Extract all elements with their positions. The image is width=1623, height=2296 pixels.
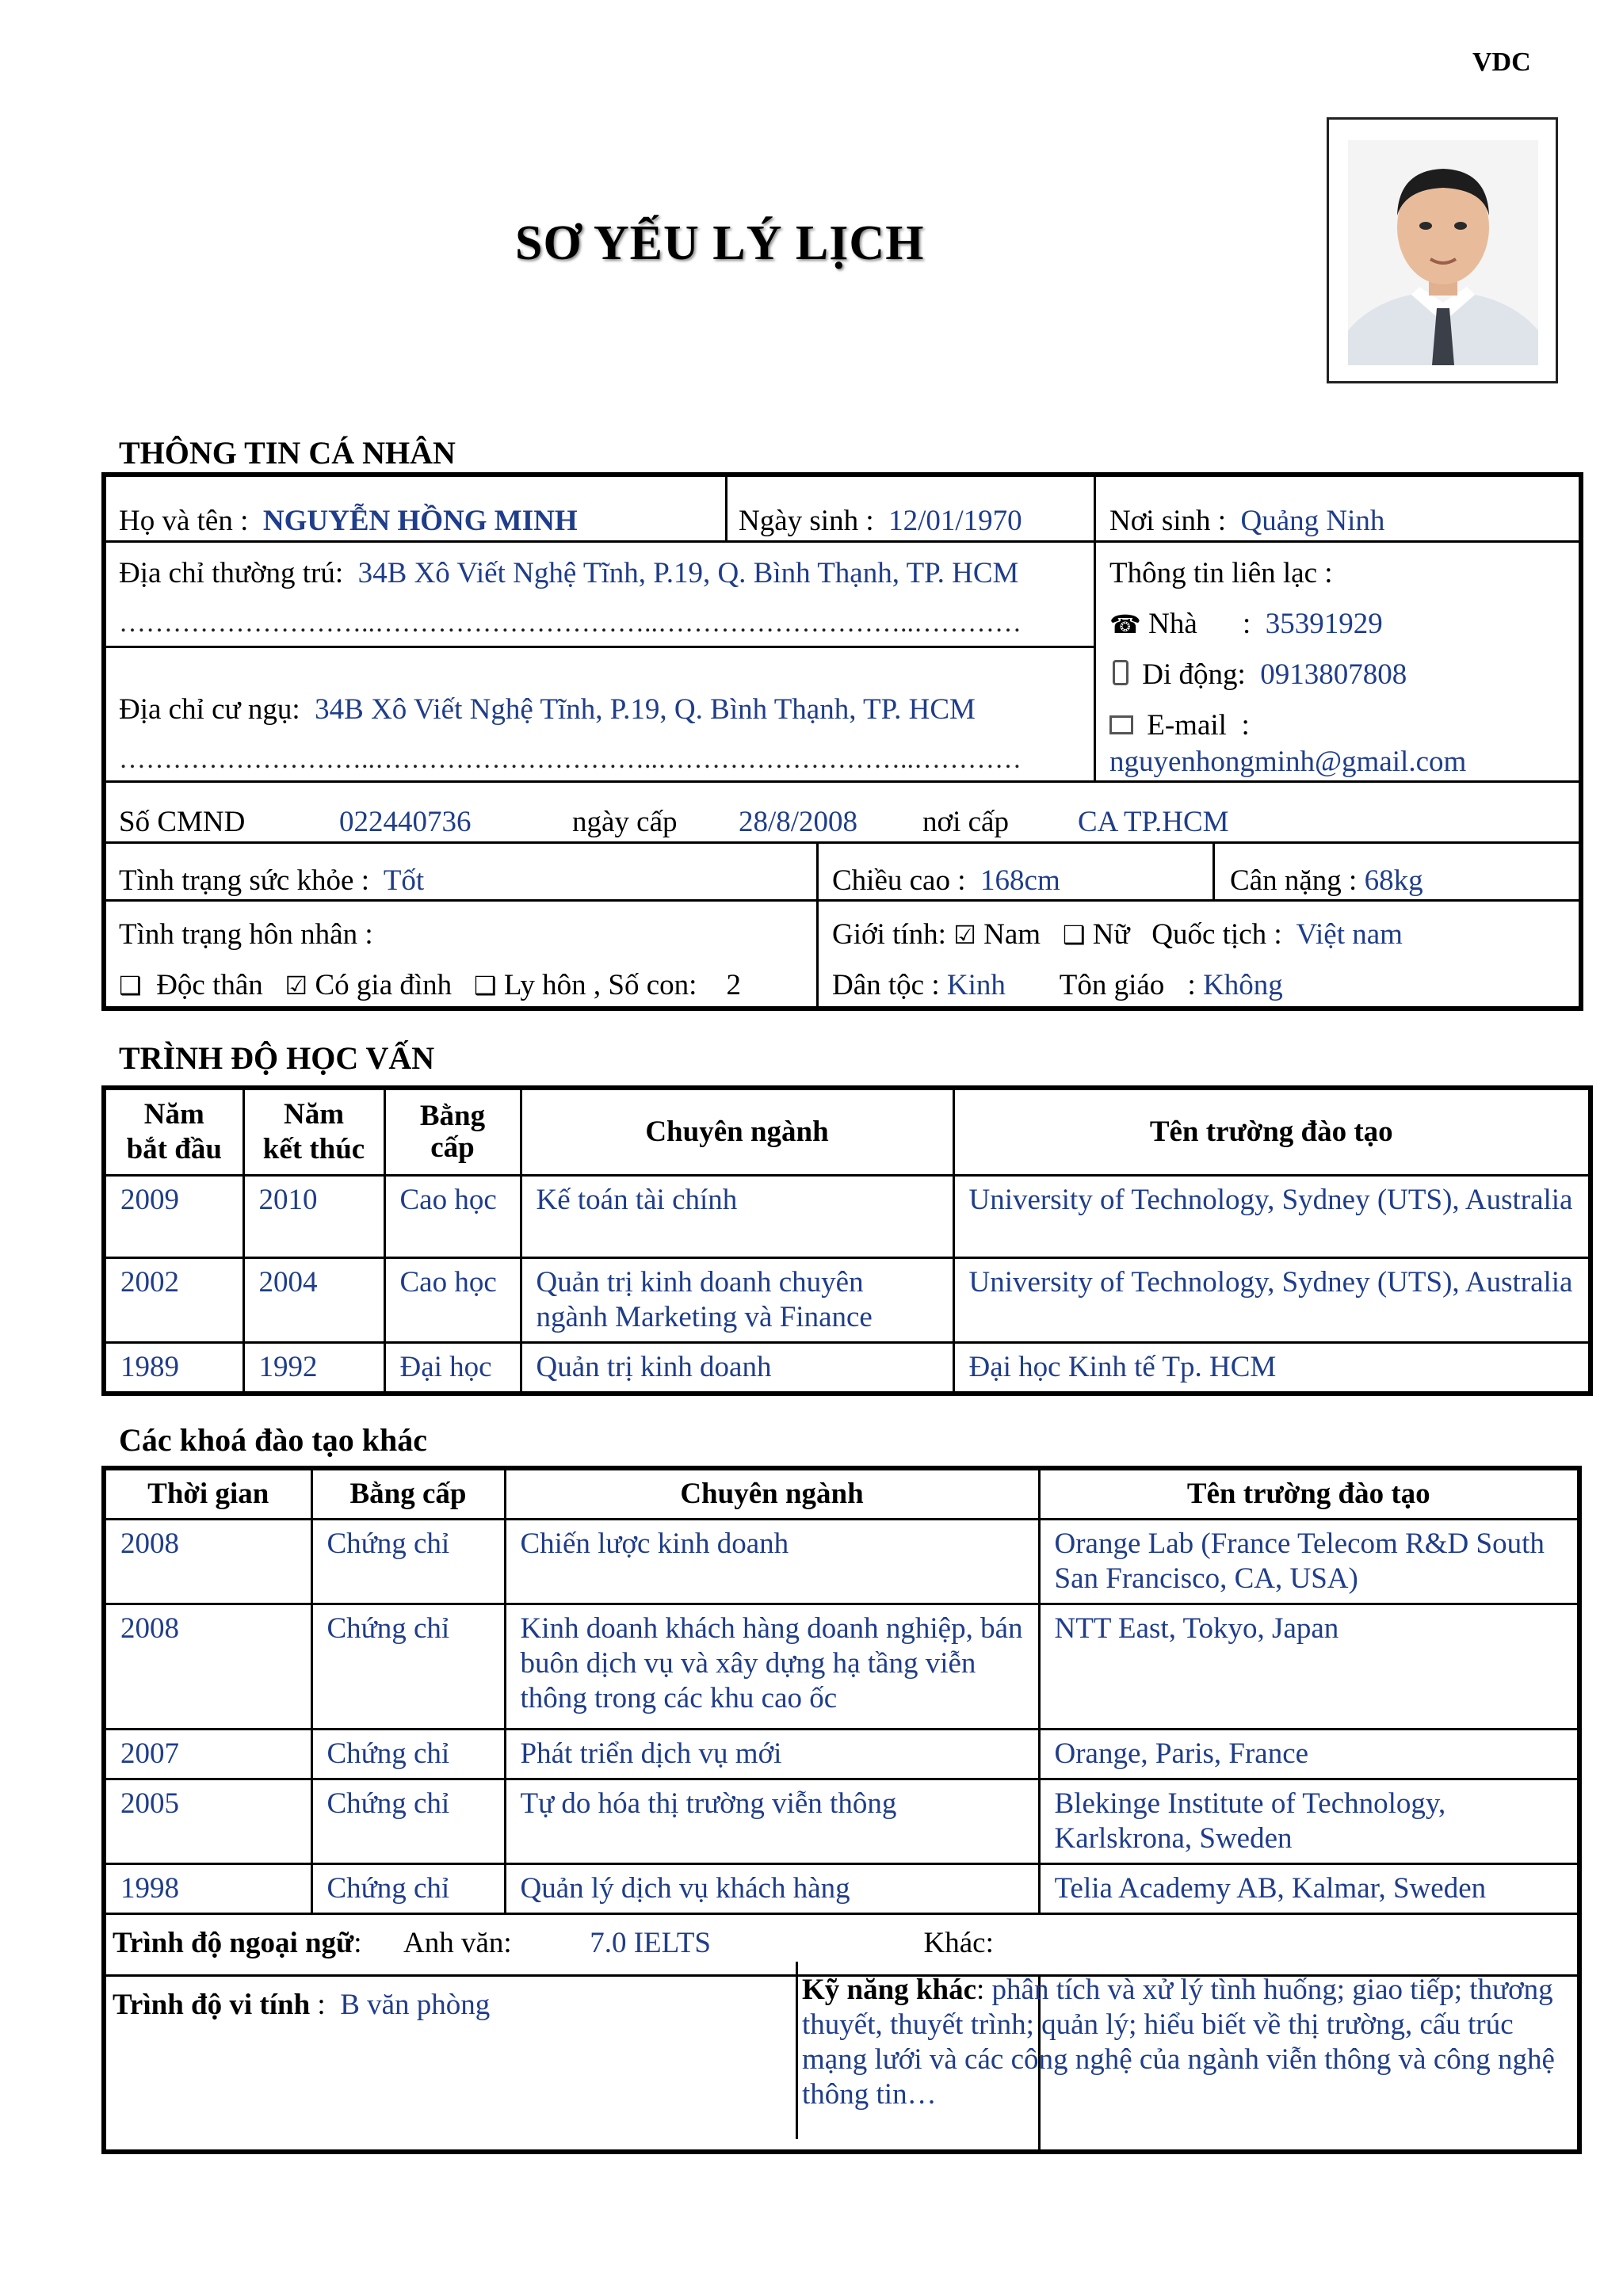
weight-field: Cân nặng : 68kg [1230,864,1423,897]
course-row: 2008 Chứng chỉ Chiến lược kinh doanh Orange Lab (France Telecom R&D South San Francisco, CA, USA) [104,1520,1579,1604]
personal-section-title: THÔNG TIN CÁ NHÂN [119,435,456,471]
email-address: nguyenhongminh@gmail.com [1109,746,1467,778]
header-start-year: Năm bắt đầu [104,1088,243,1175]
issue-date-label: ngày cấp [572,806,678,838]
checkbox-female: ❑ [1062,920,1086,950]
marital-options: ❑ Độc thân ☑ Có gia đình ❑ Ly hôn , Số con: 2 [119,969,741,1001]
current-address-field: Địa chỉ cư ngụ: 34B Xô Viết Nghệ Tĩnh, P.19, Q. Bình Thạnh, TP. HCM [119,693,976,726]
pob-field: Nơi sinh : Quảng Ninh [1109,505,1385,537]
permanent-address-field: Địa chỉ thường trú: 34B Xô Viết Nghệ Tĩnh, P.19, Q. Bình Thạnh, TP. HCM [119,557,1019,589]
language-row: Trình độ ngoại ngữ: Anh văn: 7.0 IELTS Khác: [104,1914,1579,1976]
education-table [101,1085,1593,1396]
contact-label: Thông tin liên lạc : [1109,557,1333,589]
health-field: Tình trạng sức khỏe : Tốt [119,864,425,897]
mobile-phone-icon [1113,660,1128,685]
course-row: 1998 Chứng chỉ Quản lý dịch vụ khách hàng Telia Academy AB, Kalmar, Sweden [104,1864,1579,1914]
header-time: Thời gian [104,1468,311,1520]
header-degree: Bằng cấp [311,1468,505,1520]
education-section-title: TRÌNH ĐỘ HỌC VẤN [119,1040,435,1076]
issue-place: CA TP.HCM [1078,806,1229,838]
permanent-address-dots: ………………………..…………………………..………………………..………… [119,608,1022,638]
header-school: Tên trường đào tạo [1039,1468,1579,1520]
header-major: Chuyên ngành [521,1088,953,1175]
ethnicity-religion-field: Dân tộc : Kinh Tôn giáo : Không [832,969,1283,1001]
home-phone-field: ☎ Nhà : 35391929 [1109,608,1383,640]
header-school: Tên trường đào tạo [953,1088,1591,1175]
other-skills-text: Kỹ năng khác: phân tích và xử lý tình huống; giao tiếp; thương thuyết, thuyết trình; quản lý; hiểu biết về thị trường, cấu trúc mạng lưới và các công nghệ của ngành viễn thông và công nghệ thông tin… [802,1974,1555,2111]
name-field: Họ và tên : NGUYỄN HỒNG MINH [119,505,578,537]
checkbox-married: ☑ [285,971,308,1001]
issue-date: 28/8/2008 [739,806,858,838]
portrait-photo [1327,117,1558,383]
course-row: 2008 Chứng chỉ Kinh doanh khách hàng doanh nghiệp, bán buôn dịch vụ và xây dựng hạ tầng viễn thông trong các khu cao ốc NTT East, Tokyo, Japan [104,1604,1579,1730]
header-degree: Bằng cấp [384,1088,521,1175]
gender-nationality-field: Giới tính: ☑ Nam ❑ Nữ Quốc tịch : Việt nam [832,918,1403,951]
education-row: 2009 2010 Cao học Kế toán tài chính University of Technology, Sydney (UTS), Australia [104,1175,1591,1257]
computer-icon [1109,715,1133,734]
full-name: NGUYỄN HỒNG MINH [262,505,578,537]
courses-section-title: Các khoá đào tạo khác [119,1422,427,1458]
checkbox-male: ☑ [953,920,976,950]
education-row: 1989 1992 Đại học Quản trị kinh doanh Đại học Kinh tế Tp. HCM [104,1342,1591,1394]
dob-field: Ngày sinh : 12/01/1970 [739,505,1022,537]
page-title: SƠ YẾU LÝ LỊCH [515,216,925,270]
education-row: 2002 2004 Cao học Quản trị kinh doanh chuyên ngành Marketing và Finance University of Technology, Sydney (UTS), Australia [104,1257,1591,1342]
computer-skill-cell: Trình độ vi tính : B văn phòng [104,1976,505,2152]
marital-label: Tình trạng hôn nhân : [119,918,373,951]
issue-place-label: nơi cấp [922,806,1009,838]
email-field: E-mail : [1109,708,1250,742]
course-row: 2007 Chứng chỉ Phát triển dịch vụ mới Orange, Paris, France [104,1730,1579,1779]
checkbox-single: ❑ [119,971,142,1001]
id-label: Số CMND [119,806,246,838]
course-row: 2005 Chứng chỉ Tự do hóa thị trường viễn thông Blekinge Institute of Technology, Karlskrona, Sweden [104,1779,1579,1864]
mobile-phone-field: Di động: 0913807808 [1109,658,1407,692]
header-major: Chuyên ngành [505,1468,1039,1520]
current-address-dots: ………………………..…………………………..………………………..………… [119,745,1022,774]
header-end-year: Năm kết thúc [243,1088,384,1175]
checkbox-divorced: ❑ [473,971,497,1001]
phone-icon: ☎ [1109,609,1141,639]
corner-code: VDC [1472,48,1531,77]
id-number: 022440736 [339,806,472,838]
height-field: Chiều cao : 168cm [832,864,1060,897]
portrait-image [1348,140,1538,365]
